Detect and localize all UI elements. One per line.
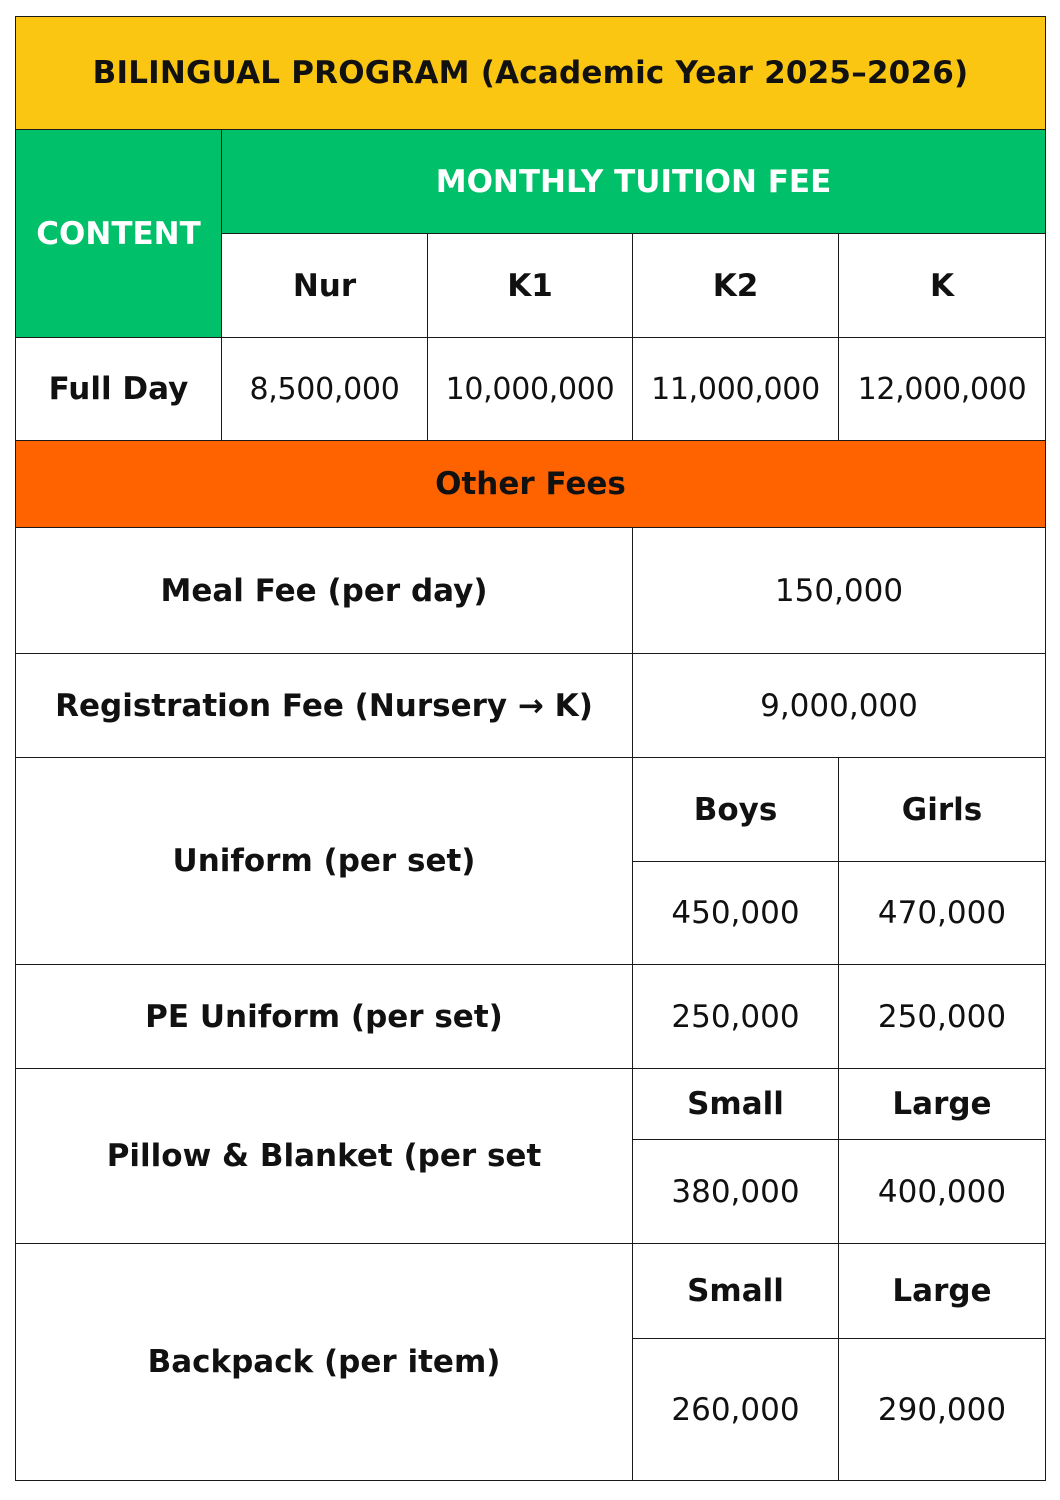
pe-uniform-row xyxy=(16,965,1046,1069)
fee-k: 12,000,000 xyxy=(839,338,1046,441)
content-header: CONTENT xyxy=(16,130,222,338)
backpack-large-value: 290,000 xyxy=(839,1339,1046,1481)
full-day-label: Full Day xyxy=(16,338,222,441)
registration-fee-label: Registration Fee (Nursery → K) xyxy=(16,654,633,758)
level-nur: Nur xyxy=(222,234,428,338)
registration-fee-value: 9,000,000 xyxy=(633,654,1046,758)
monthly-tuition-header: MONTHLY TUITION FEE xyxy=(222,130,1046,234)
title-row xyxy=(16,17,1046,130)
registration-row xyxy=(16,654,1046,758)
pe-uniform-boys-value: 250,000 xyxy=(633,965,839,1069)
uniform-girls-value: 470,000 xyxy=(839,862,1046,965)
level-k: K xyxy=(839,234,1046,338)
backpack-large-header: Large xyxy=(839,1244,1046,1339)
meal-row xyxy=(16,528,1046,654)
fee-table xyxy=(15,16,1046,1481)
uniform-header-row xyxy=(16,758,1046,862)
fee-nur: 8,500,000 xyxy=(222,338,428,441)
fee-k2: 11,000,000 xyxy=(633,338,839,441)
meal-fee-value: 150,000 xyxy=(633,528,1046,654)
pillow-blanket-label: Pillow & Blanket (per set xyxy=(16,1069,633,1244)
level-k2: K2 xyxy=(633,234,839,338)
pillow-small-value: 380,000 xyxy=(633,1140,839,1244)
uniform-boys-value: 450,000 xyxy=(633,862,839,965)
other-fees-row xyxy=(16,441,1046,528)
backpack-label: Backpack (per item) xyxy=(16,1244,633,1481)
meal-fee-label: Meal Fee (per day) xyxy=(16,528,633,654)
backpack-small-header: Small xyxy=(633,1244,839,1339)
pe-uniform-girls-value: 250,000 xyxy=(839,965,1046,1069)
backpack-header-row xyxy=(16,1244,1046,1339)
fee-k1: 10,000,000 xyxy=(428,338,633,441)
uniform-boys-header: Boys xyxy=(633,758,839,862)
pillow-small-header: Small xyxy=(633,1069,839,1140)
page-title: BILINGUAL PROGRAM (Academic Year 2025–2026) xyxy=(16,17,1046,130)
tuition-header-row xyxy=(16,130,1046,234)
other-fees-heading: Other Fees xyxy=(16,441,1046,528)
level-k1: K1 xyxy=(428,234,633,338)
backpack-small-value: 260,000 xyxy=(633,1339,839,1481)
full-day-row xyxy=(16,338,1046,441)
pe-uniform-label: PE Uniform (per set) xyxy=(16,965,633,1069)
pillow-header-row xyxy=(16,1069,1046,1140)
pillow-large-value: 400,000 xyxy=(839,1140,1046,1244)
pillow-large-header: Large xyxy=(839,1069,1046,1140)
uniform-girls-header: Girls xyxy=(839,758,1046,862)
uniform-label: Uniform (per set) xyxy=(16,758,633,965)
